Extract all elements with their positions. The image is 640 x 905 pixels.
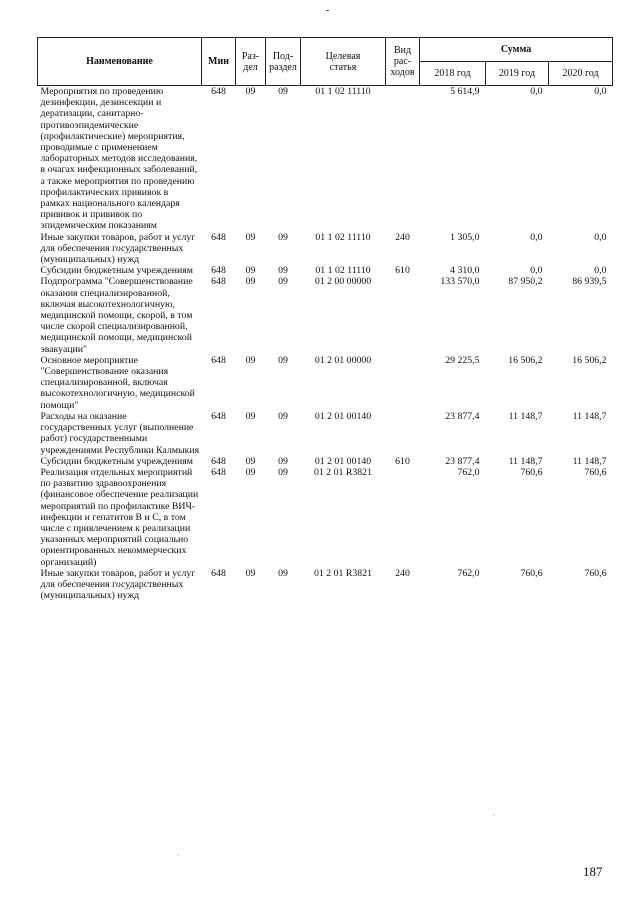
cell-2018: 4 310,0 xyxy=(450,265,480,277)
cell-min: 648 xyxy=(211,354,226,366)
cell-2019: 0,0 xyxy=(530,265,543,277)
cell-2019: 0,0 xyxy=(530,86,543,97)
cell-2018: 5 614,9 xyxy=(450,86,480,97)
cell-razdel: 09 xyxy=(245,86,256,97)
cell-2018: 762,0 xyxy=(457,466,480,478)
table-row xyxy=(38,467,613,568)
cell-celevaya: 01 1 02 11110 xyxy=(315,231,371,243)
cell-name: Расходы на оказание государственных услуг (выполнение работ) государственными учреждениями Республики Калмыкия xyxy=(40,410,200,456)
table-row xyxy=(38,276,613,354)
cell-2018: 133 570,0 xyxy=(440,276,480,288)
cell-podrazdel: 09 xyxy=(278,276,288,288)
header-vid: Вид рас- ходов xyxy=(386,38,420,86)
cell-razdel: 09 xyxy=(245,455,256,467)
cell-min: 648 xyxy=(211,410,226,422)
table-row xyxy=(38,265,613,276)
cell-2020: 16 506,2 xyxy=(572,354,607,366)
cell-vid: 240 xyxy=(395,567,410,579)
cell-podrazdel: 09 xyxy=(278,410,288,422)
table-row xyxy=(38,568,613,602)
table-body xyxy=(38,86,613,602)
cell-min: 648 xyxy=(211,466,226,478)
header-summa: Сумма xyxy=(420,38,613,62)
cell-2019: 11 148,7 xyxy=(508,410,543,422)
cell-name: Субсидии бюджетным учреждениям xyxy=(40,265,193,277)
header-celevaya: Целевая статья xyxy=(301,38,386,86)
cell-vid: 610 xyxy=(395,265,410,277)
cell-min: 648 xyxy=(211,265,226,277)
header-year-2019: 2019 год xyxy=(486,62,549,86)
cell-celevaya: 01 2 00 00000 xyxy=(314,276,372,288)
top-mark: - xyxy=(326,5,330,16)
cell-celevaya: 01 2 01 R3821 xyxy=(314,567,372,579)
cell-2019: 760,6 xyxy=(520,567,543,579)
cell-2018: 1 305,0 xyxy=(450,231,480,243)
cell-2020: 760,6 xyxy=(584,567,607,579)
cell-2020: 760,6 xyxy=(584,466,607,478)
cell-2020: 0,0 xyxy=(594,231,607,243)
header-razdel: Раз- дел xyxy=(236,38,266,86)
page-number: 187 xyxy=(583,864,603,879)
cell-vid: 240 xyxy=(395,231,410,243)
cell-celevaya: 01 2 01 00140 xyxy=(314,410,372,422)
cell-min: 648 xyxy=(211,276,226,288)
cell-name: Мероприятия по проведению дезинфекции, дезинсекции и дератизации, санитарно-противоэпидемические (профилактические) мероприятия, проводимые с применением лабораторных методов исследования, в очагах инфекционных заболеваний, а также мероприятия по проведению профилактических прививок в рамках национального календаря прививок и прививок по эпидемическим показаниям xyxy=(40,86,198,232)
cell-min: 648 xyxy=(211,231,226,243)
cell-vid xyxy=(386,86,420,232)
cell-name: Основное мероприятие "Совершенствование оказания специализированной, включая высокотехнологичную, медицинской помощи" xyxy=(40,354,195,411)
cell-min: 648 xyxy=(211,86,226,97)
cell-2020: 0,0 xyxy=(594,86,607,97)
table-row xyxy=(38,355,613,411)
cell-razdel: 09 xyxy=(245,410,256,422)
cell-2020: 11 148,7 xyxy=(572,410,607,422)
cell-podrazdel: 09 xyxy=(278,265,288,277)
cell-razdel: 09 xyxy=(245,354,256,366)
cell-vid xyxy=(386,411,420,456)
cell-name: Реализация отдельных мероприятий по развитию здравоохранения (финансовое обеспечение реализации мероприятий по профилактике ВИЧ-инфекции и гепатитов В и С, в том числе с привлечением к реализации указанных мероприятий социально ориентированных некоммерческих организаций) xyxy=(40,466,199,568)
table-row xyxy=(38,86,613,232)
table-row xyxy=(38,456,613,467)
cell-vid xyxy=(386,276,420,354)
cell-celevaya: 01 1 02 11110 xyxy=(315,265,371,277)
cell-podrazdel: 09 xyxy=(278,466,288,478)
cell-2020: 86 939,5 xyxy=(572,276,607,288)
cell-celevaya: 01 2 01 R3821 xyxy=(314,466,372,478)
cell-2019: 0,0 xyxy=(530,231,543,243)
cell-podrazdel: 09 xyxy=(278,354,288,366)
cell-razdel: 09 xyxy=(245,466,256,478)
cell-name: Иные закупки товаров, работ и услуг для обеспечения государственных (муниципальных) нужд xyxy=(40,231,196,266)
cell-2020: 11 148,7 xyxy=(572,455,607,467)
cell-2019: 87 950,2 xyxy=(508,276,543,288)
cell-vid: 610 xyxy=(395,455,410,467)
header-year-2018: 2018 год xyxy=(420,62,486,86)
cell-min: 648 xyxy=(211,455,226,467)
cell-podrazdel: 09 xyxy=(278,86,288,97)
cell-2018: 23 877,4 xyxy=(445,455,480,467)
header-podrazdel: Под- раздел xyxy=(266,38,301,86)
cell-name: Иные закупки товаров, работ и услуг для обеспечения государственных (муниципальных) нужд xyxy=(40,567,196,602)
cell-razdel: 09 xyxy=(245,276,256,288)
cell-razdel: 09 xyxy=(245,567,256,579)
header-min: Мин xyxy=(202,38,236,86)
header-name: Наименование xyxy=(38,38,202,86)
budget-table xyxy=(37,37,613,601)
cell-podrazdel: 09 xyxy=(278,567,288,579)
header-year-2020: 2020 год xyxy=(549,62,613,86)
cell-vid xyxy=(386,467,420,568)
cell-celevaya: 01 2 01 00000 xyxy=(314,354,372,366)
cell-2019: 760,6 xyxy=(520,466,543,478)
cell-name: Подпрограмма "Совершенствование оказания специализированной, включая высокотехнологичную, медицинской помощи, скорой, в том числе скорой специализированной, медицинской помощи, медицинской эвакуации" xyxy=(40,276,193,355)
cell-razdel: 09 xyxy=(245,231,256,243)
table-row xyxy=(38,232,613,266)
table-header xyxy=(38,38,613,86)
cell-2019: 11 148,7 xyxy=(508,455,543,467)
cell-razdel: 09 xyxy=(245,265,256,277)
cell-celevaya: 01 2 01 00140 xyxy=(314,455,372,467)
cell-2018: 23 877,4 xyxy=(445,410,480,422)
cell-2019: 16 506,2 xyxy=(508,354,543,366)
table-row xyxy=(38,411,613,456)
cell-2018: 762,0 xyxy=(457,567,480,579)
cell-name: Субсидии бюджетным учреждениям xyxy=(40,455,193,467)
cell-2018: 29 225,5 xyxy=(445,354,480,366)
cell-min: 648 xyxy=(211,567,226,579)
cell-2020: 0,0 xyxy=(594,265,607,277)
cell-podrazdel: 09 xyxy=(278,455,288,467)
cell-celevaya: 01 1 02 11110 xyxy=(315,86,371,97)
cell-podrazdel: 09 xyxy=(278,231,288,243)
cell-vid xyxy=(386,355,420,411)
